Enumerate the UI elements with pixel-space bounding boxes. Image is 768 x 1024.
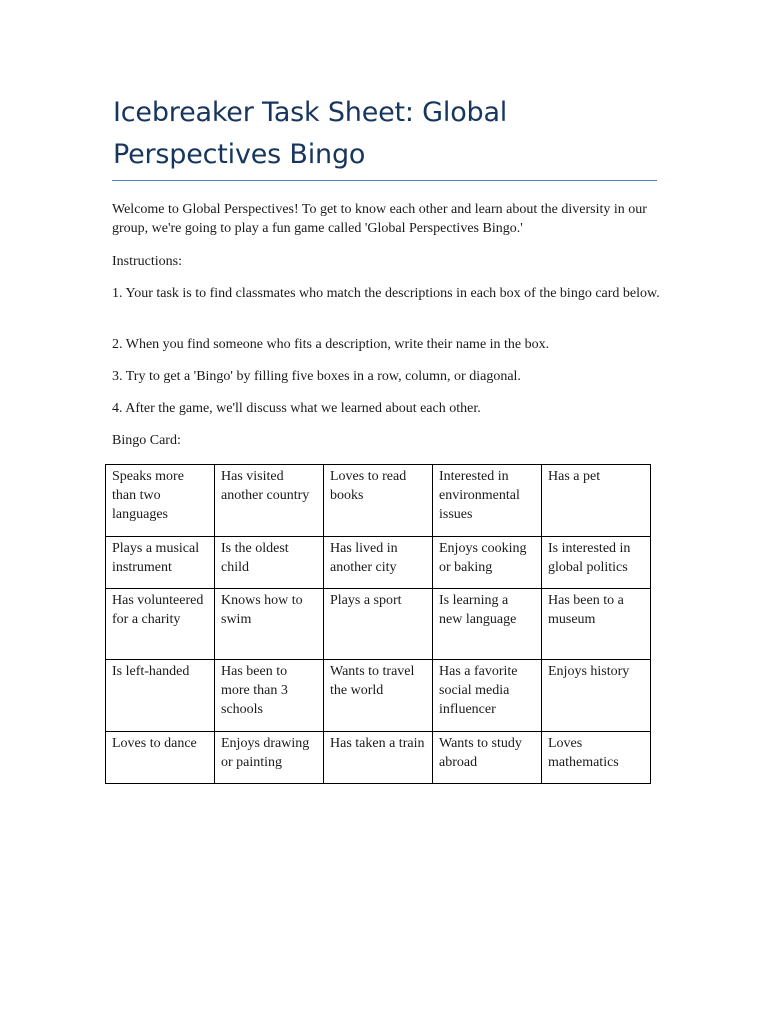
bingo-cell: Speaks more than two languages xyxy=(106,465,215,537)
bingo-cell: Is learning a new language xyxy=(433,589,542,660)
page-title: Icebreaker Task Sheet: Global Perspectives Bingo xyxy=(113,97,508,170)
bingo-card-label: Bingo Card: xyxy=(112,433,181,448)
bingo-cell: Enjoys history xyxy=(542,660,651,732)
instruction-step-3: 3. Try to get a 'Bingo' by filling five boxes in a row, column, or diagonal. xyxy=(112,369,521,384)
bingo-row xyxy=(106,537,651,589)
bingo-row xyxy=(106,465,651,537)
bingo-card-table xyxy=(105,464,651,784)
bingo-cell: Is the oldest child xyxy=(215,537,324,589)
bingo-cell: Has a pet xyxy=(542,465,651,537)
bingo-cell: Is interested in global politics xyxy=(542,537,651,589)
bingo-cell: Wants to travel the world xyxy=(324,660,433,732)
bingo-row xyxy=(106,589,651,660)
bingo-cell: Wants to study abroad xyxy=(433,732,542,784)
bingo-cell: Has volunteered for a charity xyxy=(106,589,215,660)
bingo-cell: Enjoys drawing or painting xyxy=(215,732,324,784)
instruction-step-2: 2. When you find someone who fits a description, write their name in the box. xyxy=(112,337,550,352)
bingo-cell: Plays a sport xyxy=(324,589,433,660)
bingo-cell: Has taken a train xyxy=(324,732,433,784)
bingo-cell: Loves mathematics xyxy=(542,732,651,784)
bingo-cell: Has been to more than 3 schools xyxy=(215,660,324,732)
bingo-cell: Has lived in another city xyxy=(324,537,433,589)
bingo-cell: Has a favorite social media influencer xyxy=(433,660,542,732)
bingo-cell: Is left-handed xyxy=(106,660,215,732)
bingo-cell: Loves to read books xyxy=(324,465,433,537)
instruction-step-4: 4. After the game, we'll discuss what we learned about each other. xyxy=(112,401,481,416)
intro-paragraph: Welcome to Global Perspectives! To get to know each other and learn about the diversity in our group, we're going to play a fun game called 'Global Perspectives Bingo.' xyxy=(112,202,647,236)
bingo-cell: Knows how to swim xyxy=(215,589,324,660)
instructions-heading: Instructions: xyxy=(112,254,182,269)
bingo-row xyxy=(106,660,651,732)
bingo-cell: Plays a musical instrument xyxy=(106,537,215,589)
bingo-cell: Interested in environmental issues xyxy=(433,465,542,537)
bingo-row xyxy=(106,732,651,784)
bingo-cell: Has visited another country xyxy=(215,465,324,537)
bingo-cell: Enjoys cooking or baking xyxy=(433,537,542,589)
instruction-step-1: 1. Your task is to find classmates who match the descriptions in each box of the bingo card below. xyxy=(112,286,660,301)
bingo-cell: Loves to dance xyxy=(106,732,215,784)
bingo-cell: Has been to a museum xyxy=(542,589,651,660)
title-underline xyxy=(112,180,657,181)
